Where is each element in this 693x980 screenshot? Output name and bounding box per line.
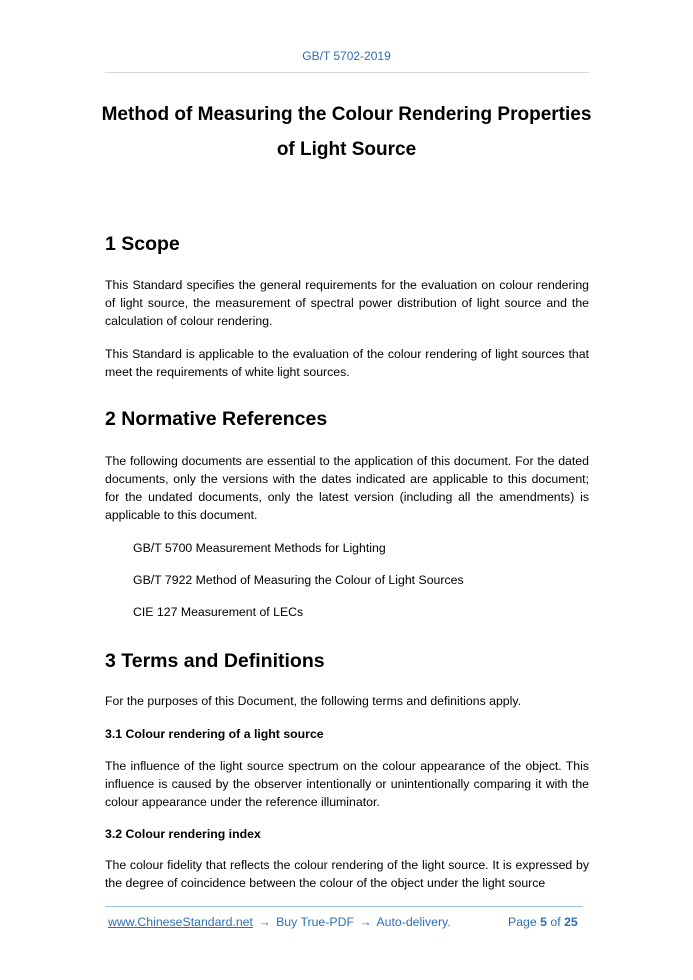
scope-paragraph: This Standard specifies the general requirements for the evaluation on colour rendering of light source, the measurement of spectral power distribution of light source and the calculation of colour rendering. (105, 278, 589, 328)
footer-divider (105, 906, 583, 907)
auto-delivery-text: Auto-delivery. (376, 915, 451, 929)
header-divider (105, 72, 589, 73)
document-title-line-1: Method of Measuring the Colour Rendering Properties (101, 104, 592, 125)
page-label: Page (508, 915, 537, 929)
buy-true-pdf-text: Buy True-PDF (276, 915, 354, 929)
subsection-heading-colour-rendering: 3.1 Colour rendering of a light source (105, 727, 324, 741)
section-heading-terms-definitions: 3 Terms and Definitions (105, 650, 325, 672)
definition-paragraph: The influence of the light source spectrum on the colour appearance of the object. This influence is caused by the observer intentionally or unintentionally comparing it with the colour appearance under the reference illuminator. (105, 759, 589, 809)
footer-promo (108, 915, 451, 929)
reference-item: CIE 127 Measurement of LECs (133, 605, 304, 619)
reference-item: GB/T 7922 Method of Measuring the Colour of Light Sources (133, 573, 464, 587)
arrow-right-icon: → (359, 915, 372, 929)
section-heading-normative-references: 2 Normative References (105, 408, 328, 430)
section-heading-scope: 1 Scope (105, 233, 180, 255)
definition-paragraph: The colour fidelity that reflects the colour rendering of the light source. It is expressed by the degree of coincidence between the colour of the object under the light source (105, 858, 589, 890)
terms-intro-paragraph: For the purposes of this Document, the following terms and definitions apply. (105, 694, 522, 708)
scope-paragraph: This Standard is applicable to the evaluation of the colour rendering of light sources that meet the requirements of white light sources. (105, 347, 589, 379)
page-total-number: 25 (564, 915, 578, 929)
normative-intro-paragraph: The following documents are essential to the application of this document. For the dated documents, only the versions with the dates indicated are applicable to this document; for the undated documents, only the latest version (including all the amendments) is applicable to this document. (105, 454, 589, 522)
page-of-label: of (550, 915, 561, 929)
page-current-number: 5 (540, 915, 547, 929)
page-indicator (508, 915, 578, 929)
standard-code-header: GB/T 5702-2019 (302, 49, 391, 63)
document-title-line-2: of Light Source (276, 139, 417, 160)
subsection-heading-colour-rendering-index: 3.2 Colour rendering index (105, 827, 261, 841)
reference-item: GB/T 5700 Measurement Methods for Lighting (133, 541, 386, 555)
chinese-standard-link[interactable]: www.ChineseStandard.net (108, 915, 253, 929)
arrow-right-icon: → (258, 915, 271, 929)
